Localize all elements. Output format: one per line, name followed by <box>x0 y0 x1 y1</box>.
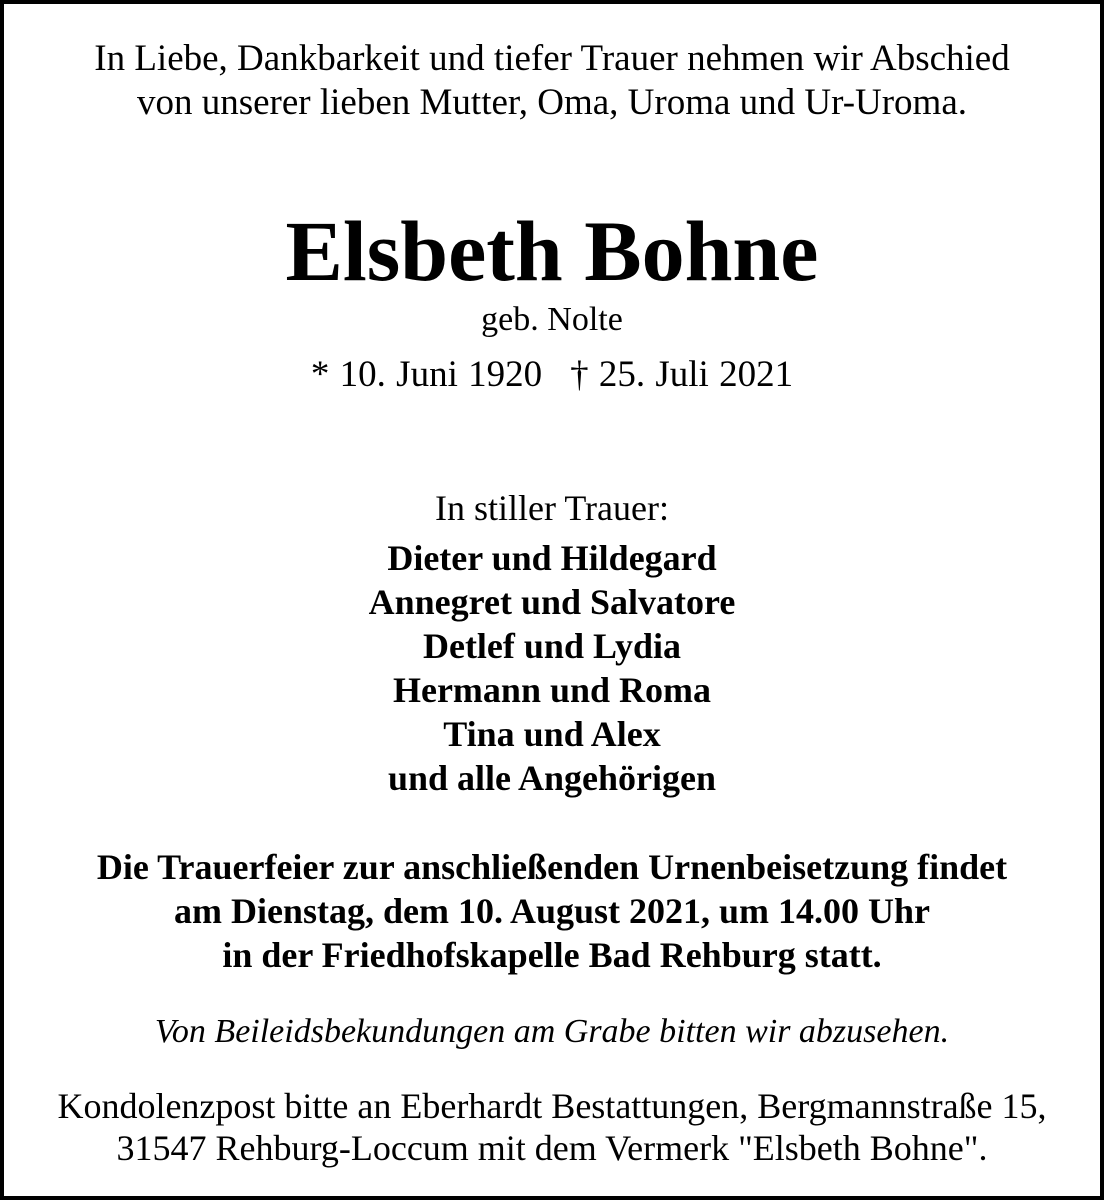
life-dates <box>4 353 1100 397</box>
condolence-address-line-2: 31547 Rehburg-Loccum mit dem Vermerk "Elsbeth Bohne". <box>116 1128 988 1168</box>
condolence-note: Von Beileidsbekundungen am Grabe bitten wir abzusehen. <box>154 1013 950 1050</box>
mourner-name: Hermann und Roma <box>392 670 712 710</box>
mourner-name: Dieter und Hildegard <box>387 538 717 578</box>
intro-line-2: von unserer lieben Mutter, Oma, Uroma und Ur-Uroma. <box>136 82 968 123</box>
maiden-name: geb. Nolte <box>481 301 623 338</box>
deceased-name: Elsbeth Bohne <box>285 203 819 299</box>
intro-line-1: In Liebe, Dankbarkeit und tiefer Trauer nehmen wir Abschied <box>94 38 1010 79</box>
service-line-3: in der Friedhofskapelle Bad Rehburg statt. <box>222 935 882 975</box>
death-date: † 25. Juli 2021 <box>570 354 794 395</box>
mourner-name: Tina und Alex <box>443 714 661 754</box>
mourner-name: und alle Angehörigen <box>387 758 717 798</box>
service-line-2: am Dienstag, dem 10. August 2021, um 14.00 Uhr <box>173 891 931 931</box>
mourner-name: Annegret und Salvatore <box>368 582 736 622</box>
birth-date: * 10. Juni 1920 <box>310 354 543 395</box>
service-line-1: Die Trauerfeier zur anschließenden Urnenbeisetzung findet <box>96 847 1008 887</box>
mourners-label: In stiller Trauer: <box>435 488 669 528</box>
condolence-address-line-1: Kondolenzpost bitte an Eberhardt Bestattungen, Bergmannstraße 15, <box>57 1086 1047 1126</box>
mourner-name: Detlef und Lydia <box>422 626 682 666</box>
